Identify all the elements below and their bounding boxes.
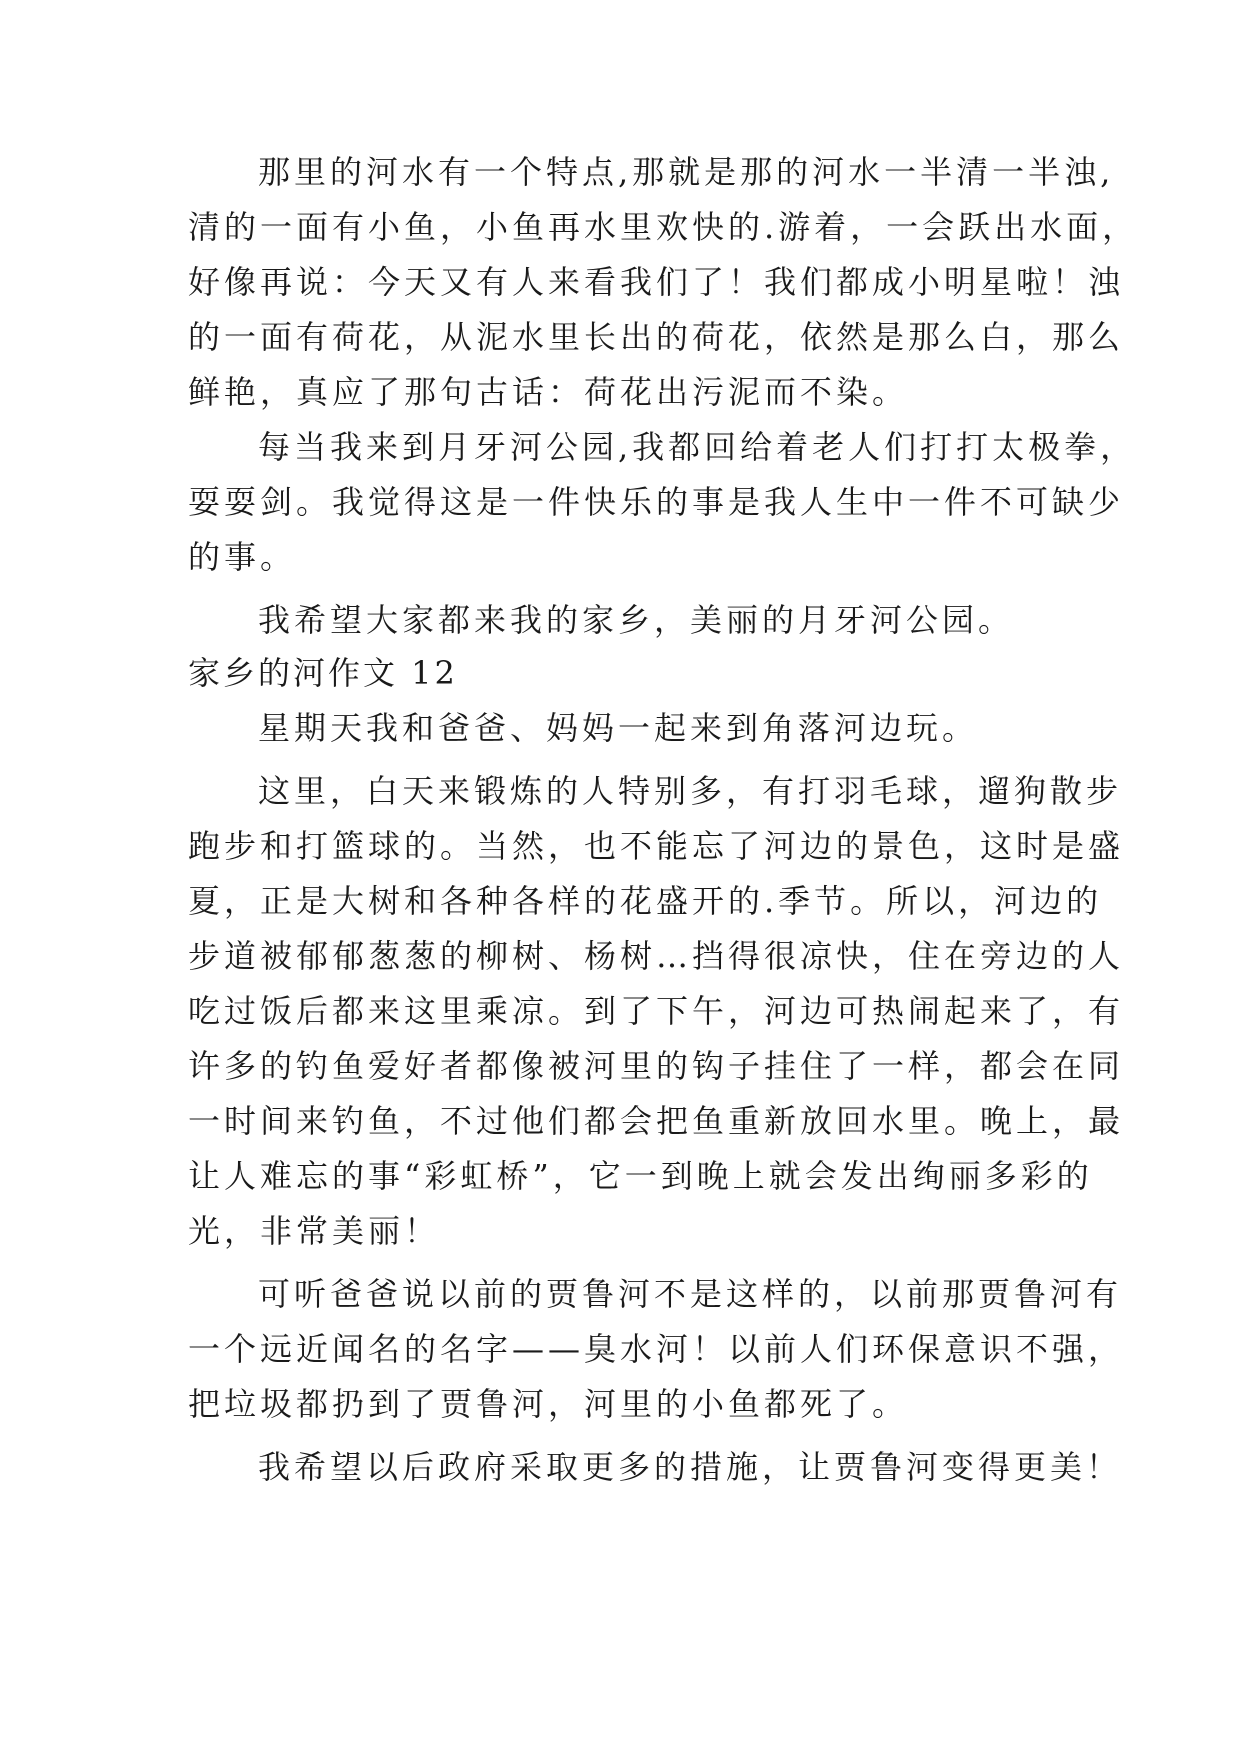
text-line: 那里的河水有一个特点,那就是那的河水一半清一半浊, <box>258 153 1115 191</box>
text-line: 星期天我和爸爸、妈妈一起来到角落河边玩。 <box>258 709 979 747</box>
text-line: 这里，白天来锻炼的人特别多，有打羽毛球，遛狗散步 <box>258 772 1123 810</box>
text-line: 的一面有荷花，从泥水里长出的荷花，依然是那么白，那么 <box>188 318 1125 356</box>
text-line: 一时间来钓鱼，不过他们都会把鱼重新放回水里。晚上，最 <box>188 1102 1125 1140</box>
text-line: 夏，正是大树和各种各样的花盛开的.季节。所以，河边的 <box>188 882 1103 920</box>
text-line: 我希望以后政府采取更多的措施，让贾鲁河变得更美！ <box>258 1448 1123 1486</box>
text-line: 让人难忘的事“彩虹桥”，它一到晚上就会发出绚丽多彩的 <box>188 1157 1093 1195</box>
text-line: 好像再说：今天又有人来看我们了！我们都成小明星啦！浊 <box>188 263 1125 301</box>
text-line: 步道被郁郁葱葱的柳树、杨树…挡得很凉快，住在旁边的人 <box>188 937 1125 975</box>
text-line: 许多的钓鱼爱好者都像被河里的钩子挂住了一样，都会在同 <box>188 1047 1125 1085</box>
text-line: 耍耍剑。我觉得这是一件快乐的事是我人生中一件不可缺少 <box>188 483 1125 521</box>
section-heading: 家乡的河作文 12 <box>188 654 458 692</box>
text-line: 鲜艳，真应了那句古话：荷花出污泥而不染。 <box>188 373 909 411</box>
text-line: 把垃圾都扔到了贾鲁河，河里的小鱼都死了。 <box>188 1385 909 1423</box>
text-line: 跑步和打篮球的。当然，也不能忘了河边的景色，这时是盛 <box>188 827 1125 865</box>
text-line: 可听爸爸说以前的贾鲁河不是这样的，以前那贾鲁河有 <box>258 1275 1123 1313</box>
text-line: 每当我来到月牙河公园,我都回给着老人们打打太极拳， <box>258 428 1137 466</box>
text-line: 吃过饭后都来这里乘凉。到了下午，河边可热闹起来了，有 <box>188 992 1125 1030</box>
text-line: 我希望大家都来我的家乡，美丽的月牙河公园。 <box>258 601 1015 639</box>
text-line: 的事。 <box>188 538 297 576</box>
text-line: 清的一面有小鱼，小鱼再水里欢快的.游着，一会跃出水面， <box>188 208 1139 246</box>
text-line: 一个远近闻名的名字——臭水河！以前人们环保意识不强， <box>188 1330 1125 1368</box>
text-line: 光，非常美丽！ <box>188 1212 441 1250</box>
